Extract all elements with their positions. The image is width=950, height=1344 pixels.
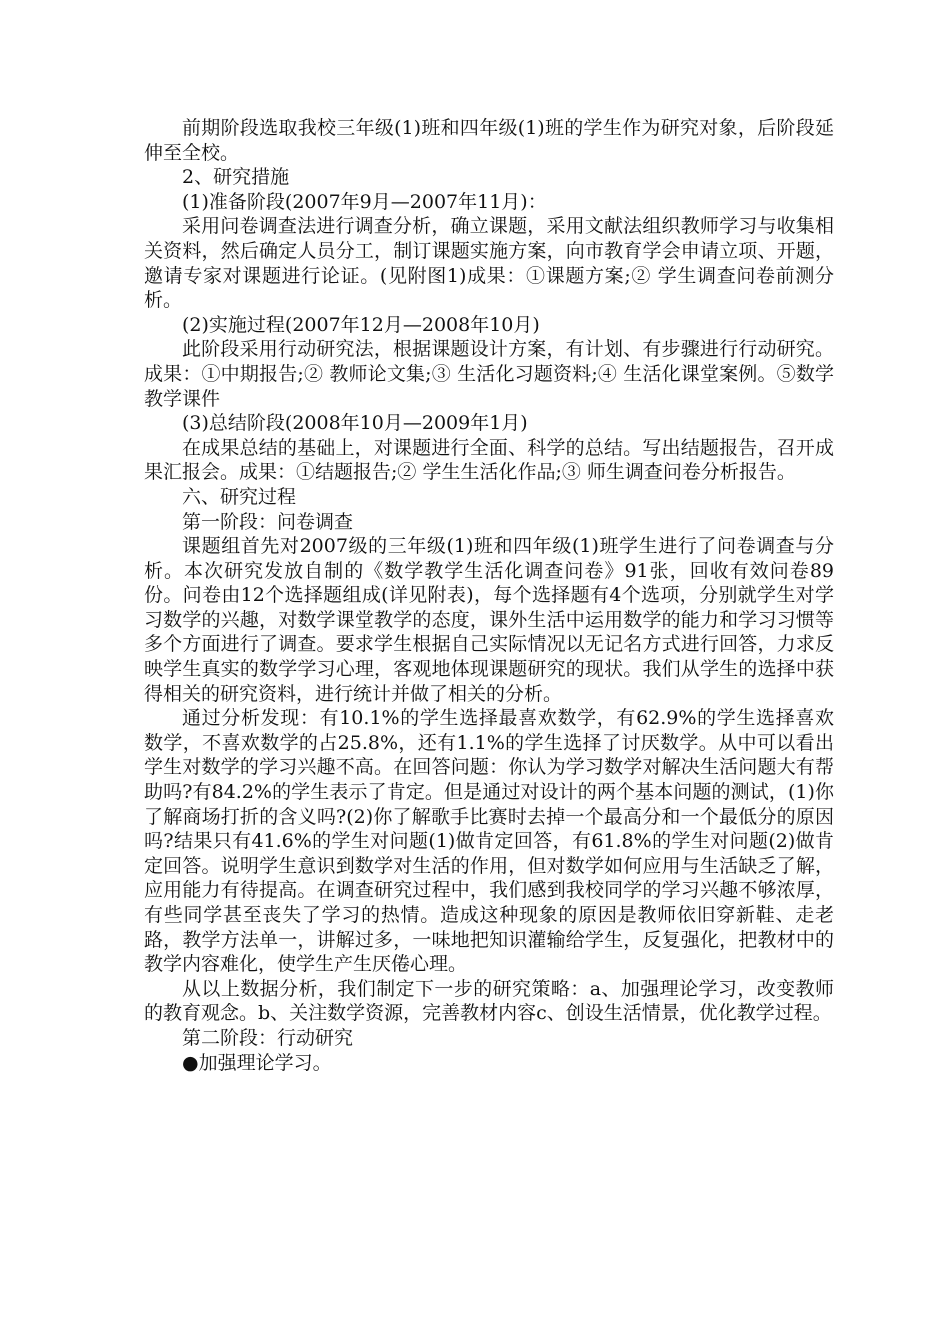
paragraph-analysis: 通过分析发现：有10.1%的学生选择最喜欢数学，有62.9%的学生选择喜欢数学，不喜欢数学的占25.8%，还有1.1%的学生选择了讨厌数学。从中可以看出学生对数学的学习兴趣不高。在回答问题：你认为学习数学对解决生活问题大有帮助吗?有84.2%的学生表示了肯定。但是通过对设计的两个基本问题的测试，(1)你了解商场打折的含义吗?(2)你了解歌手比赛时去掉一个最高分和一个最低分的原因吗?结果只有41.6%的学生对问题(1)做肯定回答，有61.8%的学生对问题(2)做肯定回答。说明学生意识到数学对生活的作用，但对数学如何应用与生活缺乏了解，应用能力有待提高。在调查研究过程中，我们感到我校同学的学习兴趣不够浓厚，有些同学甚至丧失了学习的热情。造成这种现象的原因是教师依旧穿新鞋、走老路，教学方法单一，讲解过多，一味地把知识灌输给学生，反复强化，把教材中的教学内容难化，使学生产生厌倦心理。 [144,707,834,976]
heading-stage-one: 第一阶段：问卷调查 [182,510,354,533]
heading-research-process: 六、研究过程 [182,485,297,508]
heading-research-measures: 2、研究措施 [182,166,290,189]
paragraph-summary: 在成果总结的基础上，对课题进行全面、科学的总结。写出结题报告，召开成果汇报会。成果：①结题报告;② 学生生活化作品;③ 师生调查问卷分析报告。 [144,436,834,484]
document-body [144,116,834,1075]
paragraph-strategy: 从以上数据分析，我们制定下一步的研究策略：a、加强理论学习，改变教师的教育观念。b、关注数学资源，完善教材内容c、创设生活情景，优化教学过程。 [144,977,834,1025]
paragraph-survey: 课题组首先对2007级的三年级(1)班和四年级(1)班学生进行了问卷调查与分析。本次研究发放自制的《数学教学生活化调查问卷》91张，回收有效问卷89份。问卷由12个选择题组成(详见附表)，每个选择题有4个选项，分别就学生对学习数学的兴趣，对数学课堂教学的态度，课外生活中运用数学的能力和学习习惯等多个方面进行了调查。要求学生根据自己实际情况以无记名方式进行回答，力求反映学生真实的数学学习心理，客观地体现课题研究的现状。我们从学生的选择中获得相关的研究资料，进行统计并做了相关的分析。 [144,535,834,705]
heading-stage-two: 第二阶段：行动研究 [182,1026,354,1049]
heading-implementation-stage: (2)实施过程(2007年12月—2008年10月) [182,313,540,336]
paragraph-research-subjects: 前期阶段选取我校三年级(1)班和四年级(1)班的学生作为研究对象，后阶段延伸至全校。 [144,117,834,164]
paragraph-preparation: 采用问卷调查法进行调查分析，确立课题，采用文献法组织教师学习与收集相关资料，然后确定人员分工，制订课题实施方案，向市教育学会申请立项、开题，邀请专家对课题进行论证。(见附图1)成果：①课题方案;② 学生调查问卷前测分析。 [144,215,834,312]
heading-summary-stage: (3)总结阶段(2008年10月—2009年1月) [182,412,528,435]
bullet-theory-study: ●加强理论学习。 [182,1051,332,1074]
heading-preparation-stage: (1)准备阶段(2007年9月—2007年11月)： [182,190,547,213]
paragraph-implementation: 此阶段采用行动研究法，根据课题设计方案，有计划、有步骤进行行动研究。成果：①中期报告;② 教师论文集;③ 生活化习题资料;④ 生活化课堂案例。⑤数学教学课件 [144,338,834,410]
